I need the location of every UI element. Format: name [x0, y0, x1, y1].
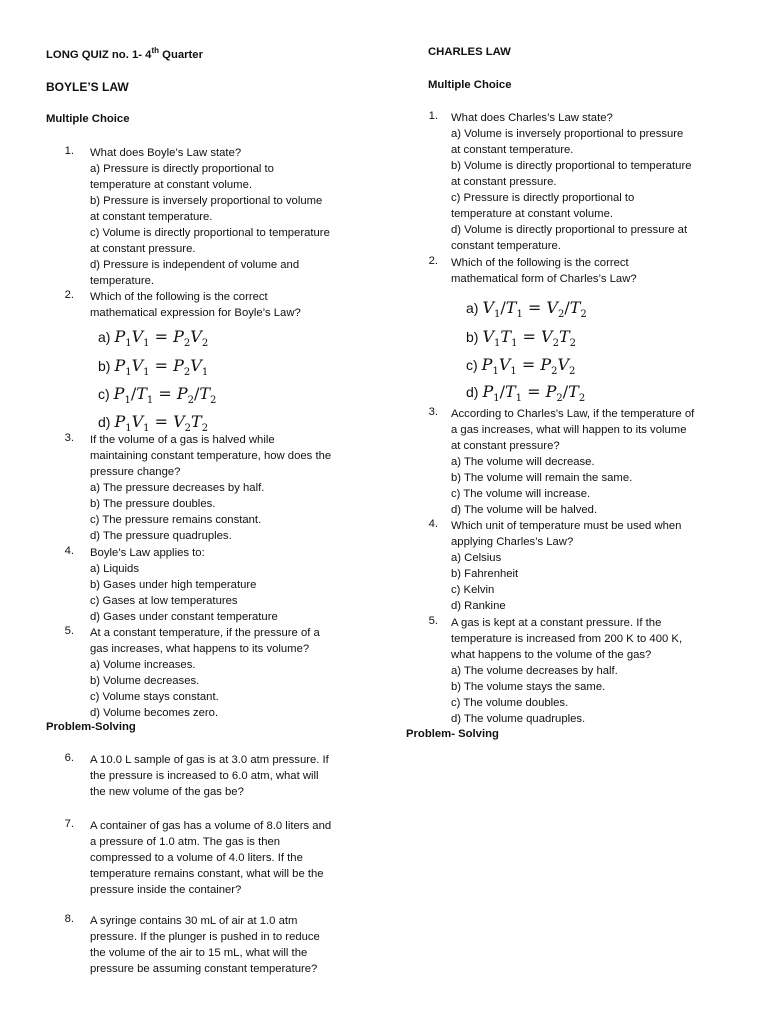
question-line: maintaining constant temperature, how does the [90, 450, 332, 462]
question-line: Which unit of temperature must be used when [451, 520, 682, 532]
equation-option-c: c) $P_1/T_1 = P_2/T_2$ [98, 384, 217, 407]
question-text [90, 145, 330, 289]
question-number: 2. [428, 255, 438, 267]
question-line: applying Charles’s Law? [451, 536, 574, 548]
option-line: d) Pressure is independent of volume and [90, 259, 300, 271]
question-number: 2. [64, 289, 74, 301]
equation-option-c: c) $P_1V_1 = P_2V_2$ [466, 355, 576, 378]
question-line: Which of the following is the correct [451, 257, 629, 269]
option-line: at constant temperature. [90, 211, 213, 223]
option-line: a) Liquids [90, 563, 139, 575]
option-line: c) Gases at low temperatures [90, 595, 238, 607]
question-line: gas increases, what happens to its volume? [90, 643, 310, 655]
option-label: a) [466, 300, 479, 316]
option-line: a) Volume increases. [90, 659, 196, 671]
option-line: d) Rankine [451, 600, 506, 612]
problem-line: pressure be assuming constant temperature? [90, 963, 318, 975]
option-line: a) The volume decreases by half. [451, 665, 618, 677]
option-line: constant temperature. [451, 240, 561, 252]
problem-text [90, 913, 320, 977]
problem-line: pressure inside the container? [90, 884, 242, 896]
boyles-law-heading: BOYLE’S LAW [46, 80, 129, 94]
equation-option-a: a) $P_1V_1 = P_2V_2$ [98, 327, 209, 350]
problem-number: 8. [64, 913, 74, 925]
boyles-problem-heading: Problem-Solving [46, 721, 136, 733]
problem-line: a pressure of 1.0 atm. The gas is then [90, 836, 281, 848]
question-line: mathematical expression for Boyle’s Law? [90, 307, 301, 319]
problem-line: compressed to a volume of 4.0 liters. If the [90, 852, 303, 864]
option-label: b) [466, 329, 479, 345]
question-number: 5. [64, 625, 74, 637]
question-text [451, 518, 681, 614]
option-line: c) Volume is directly proportional to temperature [90, 227, 330, 239]
equation-option-a: a) $V_1/T_1 = V_2/T_2$ [466, 298, 587, 321]
option-line: a) The volume will decrease. [451, 456, 595, 468]
question-number: 3. [428, 406, 438, 418]
question-number: 4. [428, 518, 438, 530]
question-number: 5. [428, 615, 438, 627]
problem-text [90, 818, 331, 898]
option-line: c) Pressure is directly proportional to [451, 192, 635, 204]
question-line: Boyle’s Law applies to: [90, 547, 205, 559]
question-text [451, 615, 682, 727]
option-line: b) The volume stays the same. [451, 681, 606, 693]
option-line: d) The volume will be halved. [451, 504, 598, 516]
boyles-mc-heading: Multiple Choice [46, 113, 130, 125]
question-number: 4. [64, 545, 74, 557]
option-line: b) The volume will remain the same. [451, 472, 633, 484]
quiz-title-text: LONG QUIZ no. 1- 4 [46, 48, 152, 61]
equation-option-b: b) $P_1V_1 = P_2V_1$ [98, 356, 209, 379]
option-line: at constant pressure. [90, 243, 196, 255]
option-label: c) [98, 386, 110, 402]
option-line: c) Kelvin [451, 584, 495, 596]
problem-line: the volume of the air to 15 mL, what will the [90, 947, 308, 959]
problem-line: A 10.0 L sample of gas is at 3.0 atm pressure. If [90, 754, 329, 766]
problem-number: 7. [64, 818, 74, 830]
question-line: mathematical form of Charles’s Law? [451, 273, 637, 285]
option-line: b) The pressure doubles. [90, 498, 216, 510]
option-line: temperature at constant volume. [90, 179, 253, 191]
equation-option-d: d) $P_1/T_1 = P_2/T_2$ [466, 382, 586, 405]
option-line: a) Volume is inversely proportional to pressure [451, 128, 684, 140]
question-line: According to Charles's Law, if the temperature of [451, 408, 695, 420]
question-text [90, 545, 278, 625]
option-line: d) Volume becomes zero. [90, 707, 219, 719]
quiz-title [46, 46, 203, 61]
question-text [90, 432, 331, 544]
charles-law-heading: CHARLES LAW [428, 46, 511, 58]
option-line: d) Volume is directly proportional to pressure at [451, 224, 688, 236]
option-label: d) [466, 384, 479, 400]
option-line: c) The volume will increase. [451, 488, 591, 500]
problem-line: the new volume of the gas be? [90, 786, 244, 798]
problem-line: pressure. If the plunger is pushed in to reduce [90, 931, 320, 943]
question-text [90, 289, 301, 321]
option-line: c) The pressure remains constant. [90, 514, 262, 526]
option-line: a) Celsius [451, 552, 502, 564]
equation-option-b: b) $V_1T_1 = V_2T_2$ [466, 327, 576, 350]
charles-mc-heading: Multiple Choice [428, 79, 512, 91]
option-line: temperature at constant volume. [451, 208, 614, 220]
option-line: temperature. [90, 275, 155, 287]
option-line: d) Gases under constant temperature [90, 611, 278, 623]
option-line: b) Volume decreases. [90, 675, 200, 687]
question-text [451, 406, 694, 518]
option-label: c) [466, 357, 478, 373]
question-line: A gas is kept at a constant pressure. If the [451, 617, 662, 629]
option-line: d) The volume quadruples. [451, 713, 586, 725]
question-number: 1. [64, 145, 74, 157]
option-line: c) Volume stays constant. [90, 691, 219, 703]
question-number: 3. [64, 432, 74, 444]
question-line: at constant pressure? [451, 440, 560, 452]
option-line: b) Volume is directly proportional to temperature [451, 160, 692, 172]
option-line: b) Pressure is inversely proportional to volume [90, 195, 323, 207]
option-line: a) The pressure decreases by half. [90, 482, 265, 494]
option-line: d) The pressure quadruples. [90, 530, 232, 542]
problem-text [90, 752, 329, 800]
problem-line: A container of gas has a volume of 8.0 liters and [90, 820, 332, 832]
option-label: a) [98, 329, 111, 345]
question-text [451, 110, 692, 254]
equation-option-d: d) $P_1V_1 = V_2T_2$ [98, 412, 209, 435]
charles-problem-heading: Problem- Solving [406, 728, 499, 740]
question-text [451, 255, 637, 287]
question-number: 1. [428, 110, 438, 122]
question-line: what happens to the volume of the gas? [451, 649, 652, 661]
question-line: pressure change? [90, 466, 181, 478]
option-label: d) [98, 414, 111, 430]
question-line: temperature is increased from 200 K to 400 K, [451, 633, 683, 645]
problem-line: temperature remains constant, what will be the [90, 868, 324, 880]
question-line: At a constant temperature, if the pressure of a [90, 627, 320, 639]
option-line: b) Fahrenheit [451, 568, 519, 580]
option-line: b) Gases under high temperature [90, 579, 257, 591]
quiz-title-sup: th [151, 46, 160, 55]
question-line: What does Boyle’s Law state? [90, 147, 242, 159]
option-line: at constant pressure. [451, 176, 557, 188]
question-line: a gas increases, what will happen to its volume [451, 424, 687, 436]
quiz-title-suffix: Quarter [159, 48, 203, 61]
option-line: c) The volume doubles. [451, 697, 569, 709]
question-line: What does Charles’s Law state? [451, 112, 613, 124]
problem-line: the pressure is increased to 6.0 atm, what will [90, 770, 319, 782]
question-line: Which of the following is the correct [90, 291, 268, 303]
problem-number: 6. [64, 752, 74, 764]
option-label: b) [98, 358, 111, 374]
option-line: a) Pressure is directly proportional to [90, 163, 274, 175]
option-line: at constant temperature. [451, 144, 574, 156]
question-line: If the volume of a gas is halved while [90, 434, 275, 446]
problem-line: A syringe contains 30 mL of air at 1.0 atm [90, 915, 298, 927]
question-text [90, 625, 320, 721]
